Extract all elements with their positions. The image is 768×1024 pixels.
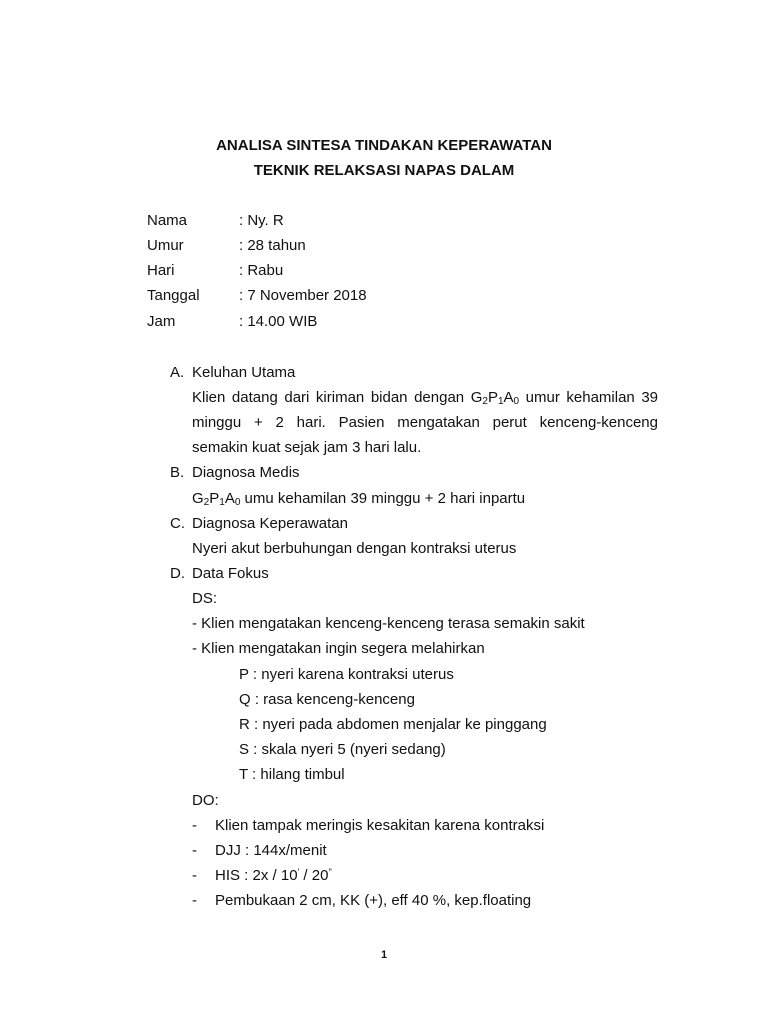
identity-label-umur: Umur bbox=[147, 237, 184, 254]
section-a-line-2: minggu + 2 hari. Pasien mengatakan perut kenceng-kenceng bbox=[192, 414, 658, 431]
section-b-body: $G_2P_1A_0$ umu kehamilan 39 minggu + 2 hari inpartu bbox=[192, 490, 526, 508]
do-dash: - bbox=[192, 817, 197, 834]
ds-item: - Klien mengatakan ingin segera melahirkan bbox=[192, 640, 485, 657]
do-item: Pembukaan 2 cm, KK (+), eff 40 %, kep.floating bbox=[215, 892, 532, 909]
section-b-heading: Diagnosa Medis bbox=[192, 464, 300, 481]
title-line-1: ANALISA SINTESA TINDAKAN KEPERAWATAN bbox=[216, 137, 552, 154]
pqrst-item-q: Q : rasa kenceng-kenceng bbox=[239, 691, 415, 708]
do-dash: - bbox=[192, 867, 197, 884]
identity-value-jam: : 14.00 WIB bbox=[239, 313, 318, 330]
identity-label-jam: Jam bbox=[147, 313, 176, 330]
section-c-body: Nyeri akut berbuhungan dengan kontraksi uterus bbox=[192, 540, 517, 557]
identity-label-hari: Hari bbox=[147, 262, 175, 279]
identity-label-nama: Nama bbox=[147, 212, 188, 229]
do-dash: - bbox=[192, 842, 197, 859]
do-item: DJJ : 144x/menit bbox=[215, 842, 327, 859]
ds-label: DS: bbox=[192, 590, 218, 607]
section-c-heading: Diagnosa Keperawatan bbox=[192, 515, 348, 532]
do-item: HIS : 2x / 10' / 20'' bbox=[215, 867, 332, 884]
pqrst-item-r: R : nyeri pada abdomen menjalar ke pinggang bbox=[239, 716, 547, 733]
pqrst-item-t: T : hilang timbul bbox=[239, 766, 345, 783]
identity-label-tanggal: Tanggal bbox=[147, 287, 200, 304]
identity-value-umur: : 28 tahun bbox=[239, 237, 306, 254]
section-a-line-1: Klien datang dari kiriman bidan dengan $G_2P_1A_0$ umur kehamilan 39 bbox=[192, 389, 659, 407]
identity-value-hari: : Rabu bbox=[239, 262, 284, 279]
identity-value-tanggal: : 7 November 2018 bbox=[239, 287, 367, 304]
title-line-2: TEKNIK RELAKSASI NAPAS DALAM bbox=[253, 162, 515, 179]
section-a-marker: A. bbox=[170, 364, 185, 381]
section-c-marker: C. bbox=[170, 515, 185, 532]
pqrst-item-p: P : nyeri karena kontraksi uterus bbox=[239, 666, 454, 683]
section-d-marker: D. bbox=[170, 565, 185, 582]
do-item: Klien tampak meringis kesakitan karena kontraksi bbox=[215, 817, 545, 834]
page-number: 1 bbox=[380, 949, 388, 961]
ds-item: - Klien mengatakan kenceng-kenceng terasa semakin sakit bbox=[192, 615, 585, 632]
section-b-marker: B. bbox=[170, 464, 185, 481]
section-a-line-3: semakin kuat sejak jam 3 hari lalu. bbox=[192, 439, 422, 456]
section-d-heading: Data Fokus bbox=[192, 565, 269, 582]
section-a-heading: Keluhan Utama bbox=[192, 364, 296, 381]
pqrst-item-s: S : skala nyeri 5 (nyeri sedang) bbox=[239, 741, 446, 758]
do-dash: - bbox=[192, 892, 197, 909]
identity-value-nama: : Ny. R bbox=[239, 212, 284, 229]
do-label: DO: bbox=[192, 792, 219, 809]
